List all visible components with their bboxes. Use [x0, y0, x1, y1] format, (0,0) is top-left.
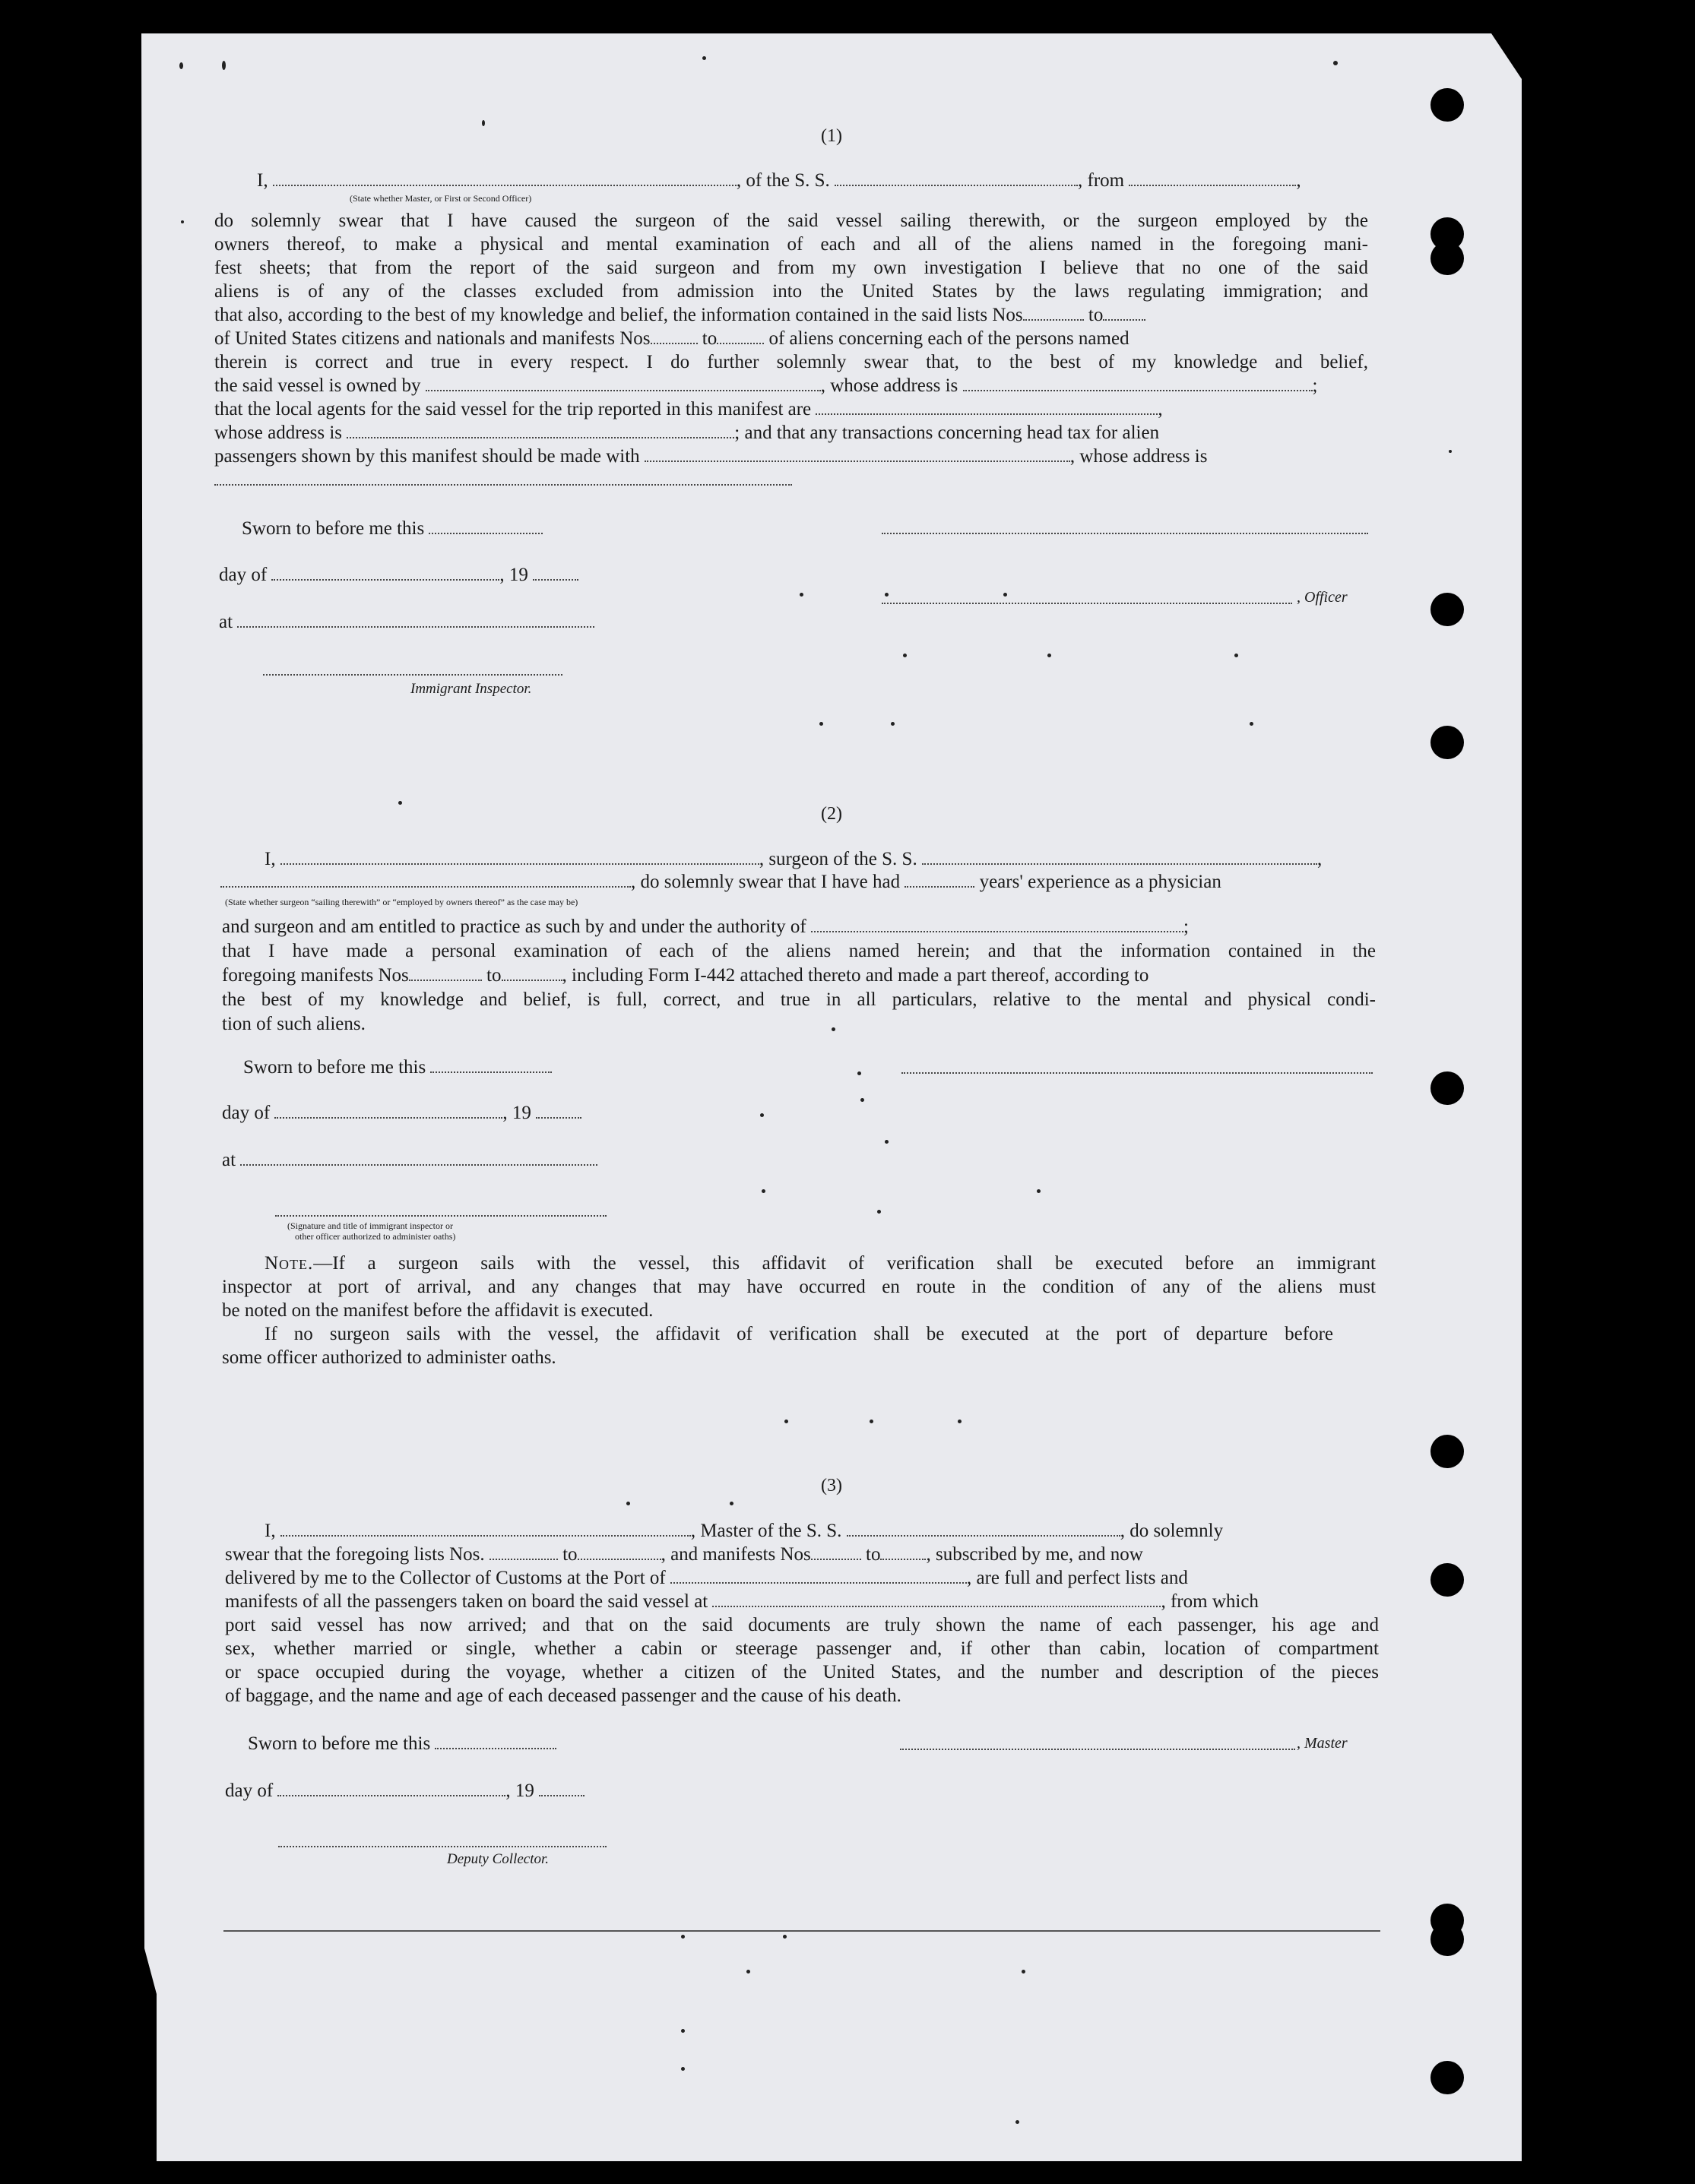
scan-speck — [179, 62, 183, 69]
signature-note-line-2: other officer authorized to administer oaths) — [295, 1231, 456, 1242]
whose-address-label: , whose address is — [820, 375, 958, 396]
body-line: the said vessel is owned by , whose address is ; — [214, 375, 1318, 396]
punch-hole — [1430, 2061, 1464, 2094]
body-line — [214, 329, 1368, 348]
section-1-body — [214, 211, 1368, 489]
to-label: to — [562, 1544, 578, 1565]
agents-address-field[interactable] — [347, 423, 734, 438]
master-name-field[interactable] — [280, 1521, 691, 1537]
scan-speck — [626, 1502, 630, 1505]
body-line: therein is correct and true in every respect. I do further solemnly swear that, to the best of my knowledge and belief, — [214, 352, 1368, 372]
body-line: and surgeon and am entitled to practice as such by and under the authority of ; — [222, 916, 1189, 937]
list-no-from-field[interactable] — [489, 1545, 558, 1560]
years-experience-text: years' experience as a physician — [979, 872, 1221, 892]
punch-hole — [1430, 1435, 1464, 1468]
delivered-text: delivered by me to the Collector of Customs at the Port of — [225, 1568, 666, 1588]
note-paragraph — [222, 1254, 1376, 1367]
scan-speck — [885, 1140, 889, 1144]
scan-speck — [877, 1210, 881, 1214]
owner-field[interactable] — [426, 376, 821, 391]
day-of-line — [225, 1781, 585, 1800]
surgeon-of-label: , surgeon of the S. S. — [759, 849, 917, 869]
word-I: I, — [257, 170, 268, 191]
manifests-nos-text: of United States citizens and nationals and manifests Nos — [214, 328, 651, 349]
scan-speck — [1250, 722, 1253, 726]
note-line: inspector at port of arrival, and any changes that may have occurred en route in the condition of any of the aliens must — [222, 1277, 1376, 1297]
year-label: , 19 — [502, 1103, 531, 1123]
day-of-field[interactable] — [277, 1781, 505, 1796]
sworn-date-field[interactable] — [430, 1058, 552, 1073]
authority-field[interactable] — [811, 917, 1183, 932]
scan-speck — [730, 1502, 733, 1505]
at-label: at — [222, 1150, 236, 1170]
body-line: aliens is of any of the classes excluded from admission into the United States by the laws regulating immigration; and — [214, 281, 1368, 302]
rank-field-note: (State whether Master, or First or Second Officer) — [350, 193, 532, 204]
body-line — [225, 1592, 1379, 1611]
section-2-header: (2) — [821, 804, 842, 824]
scan-speck — [482, 120, 485, 126]
signature-note-line-1: (Signature and title of immigrant inspector or — [287, 1220, 453, 1231]
sworn-line — [248, 1734, 556, 1753]
scan-speck — [222, 61, 226, 70]
owned-by-label: the said vessel is owned by — [214, 375, 421, 396]
body-line: owners thereof, to make a physical and mental examination of each and all of the aliens named in the foregoing mani- — [214, 234, 1368, 255]
bottom-rule — [223, 1930, 1380, 1932]
rank-field[interactable] — [273, 171, 737, 186]
from-port-field[interactable] — [1129, 171, 1296, 186]
body-line — [214, 423, 1368, 442]
at-line — [222, 1151, 597, 1170]
form-i442-text: , including Form I-442 attached thereto and made a part thereof, according to — [562, 965, 1149, 986]
officer-name-line[interactable] — [882, 602, 1292, 604]
to-label: to — [1088, 305, 1104, 325]
section-1-opening-line: I, , of the S. S. , from , — [257, 170, 1301, 191]
scan-speck — [860, 1098, 864, 1102]
body-line: or space occupied during the voyage, whether a citizen of the United States, and the number and description of the pieces — [225, 1662, 1379, 1682]
surgeon-signature-line[interactable] — [901, 1071, 1373, 1074]
scan-speck — [681, 2067, 685, 2071]
scan-speck — [702, 56, 706, 60]
note-line — [222, 1254, 1376, 1273]
scan-speck — [891, 722, 895, 726]
body-line — [225, 1568, 1379, 1587]
aliens-concerning-text: of aliens concerning each of the persons named — [768, 328, 1129, 349]
manifests-nos-text: foregoing manifests Nos — [222, 965, 409, 986]
from-label: , from — [1078, 170, 1125, 191]
at-label: at — [219, 612, 233, 632]
manifest-no-to-field[interactable] — [717, 329, 764, 344]
at-line — [219, 612, 594, 631]
list-no-to-field[interactable] — [1103, 305, 1145, 321]
sworn-date-field[interactable] — [435, 1734, 556, 1749]
administering-officer-signature-line[interactable] — [275, 1214, 607, 1217]
scan-speck — [784, 1420, 788, 1423]
surgeon-status-note: (State whether surgeon “sailing therewith” or “employed by owners thereof” as the case may be) — [225, 897, 578, 907]
sworn-label: Sworn to before me this — [242, 518, 425, 539]
section-2-opening-line: I, , surgeon of the S. S. , — [265, 849, 1323, 869]
section-3-body — [225, 1521, 1379, 1705]
at-place-field[interactable] — [240, 1151, 597, 1166]
scan-speck — [1449, 450, 1452, 453]
punch-hole — [1430, 88, 1464, 122]
scan-speck — [398, 801, 402, 805]
body-line — [222, 966, 1376, 985]
section-2-body — [222, 917, 1376, 1033]
day-of-label: day of — [219, 565, 268, 585]
year-label: , 19 — [499, 565, 528, 585]
note-label: Note. — [265, 1253, 314, 1274]
port-of-customs-field[interactable] — [670, 1568, 967, 1584]
punch-hole — [1430, 1923, 1464, 1956]
scan-speck — [760, 1113, 764, 1117]
manifest-no-from-field[interactable] — [409, 966, 482, 981]
scan-speck — [783, 1935, 787, 1939]
scan-speck — [857, 1071, 861, 1075]
section-2-second-line — [220, 872, 1221, 891]
list-no-to-field[interactable] — [578, 1545, 661, 1560]
master-of-label: , Master of the S. S. — [690, 1521, 842, 1541]
body-line: fest sheets; that from the report of the said surgeon and from my own investigation I believe that no one of the said — [214, 258, 1368, 278]
scan-speck — [800, 593, 803, 597]
year-label: , 19 — [505, 1780, 534, 1801]
day-of-field[interactable] — [271, 565, 499, 581]
day-of-line — [219, 565, 578, 584]
surgeon-name-field[interactable] — [280, 850, 759, 865]
body-line: the best of my knowledge and belief, is full, correct, and true in all particulars, relative to the mental and physical condi- — [222, 989, 1376, 1010]
day-of-field[interactable] — [274, 1103, 502, 1119]
master-signature-line[interactable] — [900, 1748, 1295, 1750]
officer-signature-line[interactable] — [882, 532, 1368, 534]
scan-speck — [762, 1189, 765, 1193]
vessel-name-field[interactable] — [835, 171, 1078, 186]
scan-speck — [832, 1027, 835, 1031]
word-I: I, — [265, 849, 276, 869]
manifests-nos-text: , and manifests Nos — [661, 1544, 811, 1565]
body-line: do solemnly swear that I have caused the surgeon of the said vessel sailing therewith, or the surgeon employed by the — [214, 210, 1368, 231]
are-full-text: , are full and perfect lists and — [967, 1568, 1188, 1588]
body-line: that I have made a personal examination of each of the aliens named herein; and that the information contained in the — [222, 941, 1376, 961]
year-field[interactable] — [536, 1103, 581, 1119]
scan-speck — [1037, 1189, 1041, 1193]
note-text: —If a surgeon sails with the vessel, this affidavit of verification shall be executed before an immigrant — [313, 1253, 1376, 1274]
body-line — [214, 305, 1368, 324]
body-line — [214, 447, 1368, 466]
vessel-name-field[interactable] — [922, 850, 1317, 865]
body-line — [225, 1545, 1379, 1564]
year-field[interactable] — [539, 1781, 585, 1796]
punch-hole — [1430, 1071, 1464, 1105]
sworn-line — [243, 1058, 552, 1077]
day-of-label: day of — [222, 1103, 271, 1123]
deputy-collector-label: Deputy Collector. — [447, 1851, 550, 1867]
scan-speck — [903, 654, 907, 657]
do-solemnly-text: , do solemnly — [1120, 1521, 1224, 1541]
local-agents-field[interactable] — [816, 400, 1158, 415]
manifest-no-to-field[interactable] — [502, 966, 562, 981]
body-line: port said vessel has now arrived; and that on the said documents are truly shown the name of each passenger, his age and — [225, 1615, 1379, 1635]
sworn-label: Sworn to before me this — [248, 1733, 431, 1754]
solemnly-swear-text: , do solemnly swear that I have had — [631, 872, 901, 892]
whose-address-label: whose address is — [214, 423, 343, 443]
section-1-header: (1) — [821, 126, 842, 146]
lists-nos-text: swear that the foregoing lists Nos. — [225, 1544, 485, 1565]
to-label: to — [486, 965, 502, 986]
manifest-no-from-field[interactable] — [811, 1545, 861, 1560]
years-experience-field[interactable] — [905, 872, 974, 888]
passengers-text: passengers shown by this manifest should be made with — [214, 446, 640, 467]
officer-label: , Officer — [1297, 589, 1348, 606]
scan-speck — [1333, 61, 1338, 65]
day-of-line — [222, 1103, 581, 1122]
scan-speck — [746, 1970, 750, 1974]
to-label: to — [866, 1544, 881, 1565]
deputy-collector-signature-line[interactable] — [278, 1845, 607, 1847]
section-3-header: (3) — [821, 1476, 842, 1496]
head-tax-address-field[interactable] — [214, 470, 792, 486]
manifest-no-from-field[interactable] — [651, 329, 698, 344]
punch-hole — [1430, 242, 1464, 275]
immigrant-inspector-label: Immigrant Inspector. — [410, 681, 532, 697]
list-no-from-field[interactable] — [1023, 305, 1084, 321]
scan-speck — [1234, 654, 1238, 657]
head-tax-contact-field[interactable] — [645, 447, 1070, 462]
manifests-all-text: manifests of all the passengers taken on board the said vessel at — [225, 1591, 708, 1612]
subscribed-text: , subscribed by me, and now — [926, 1544, 1143, 1565]
body-line: sex, whether married or single, whether a cabin or steerage passenger and, if other than cabin, location of compartment — [225, 1638, 1379, 1659]
scan-speck — [1022, 1970, 1025, 1974]
year-field[interactable] — [533, 565, 578, 581]
scan-speck — [870, 1420, 873, 1423]
body-line — [225, 1521, 1418, 1540]
to-label: to — [702, 328, 718, 349]
scan-speck — [1015, 2120, 1019, 2124]
scan-speck — [885, 593, 889, 597]
body-line: that the local agents for the said vessel for the trip reported in this manifest are , — [214, 399, 1163, 419]
punch-hole — [1430, 593, 1464, 626]
whose-address-label: , whose address is — [1069, 446, 1208, 467]
note-line: be noted on the manifest before the affidavit is executed. — [222, 1300, 654, 1321]
inspector-signature-line[interactable] — [263, 673, 562, 676]
sworn-label: Sworn to before me this — [243, 1057, 426, 1078]
punch-hole — [1430, 726, 1464, 759]
scan-speck — [1003, 593, 1007, 597]
manifest-no-to-field[interactable] — [880, 1545, 926, 1560]
master-label: , Master — [1297, 1735, 1348, 1752]
surgeon-status-field[interactable] — [220, 872, 631, 888]
authority-text: and surgeon and am entitled to practice as such by and under the authority of — [222, 916, 806, 937]
scan-speck — [1047, 654, 1051, 657]
scan-speck — [681, 2029, 685, 2033]
word-I: I, — [265, 1521, 276, 1541]
no-surgeon-line: If no surgeon sails with the vessel, the affidavit of verification shall be executed at the port of departure before — [265, 1324, 1333, 1344]
scan-speck — [819, 722, 823, 726]
scan-speck — [181, 220, 184, 223]
scan-speck — [681, 1935, 685, 1939]
embarkation-port-field[interactable] — [712, 1592, 1161, 1607]
sworn-date-field[interactable] — [429, 519, 543, 534]
lists-nos-text: that also, according to the best of my knowledge and belief, the information contained in the said lists Nos — [214, 305, 1023, 325]
at-place-field[interactable] — [237, 612, 594, 628]
local-agents-label: that the local agents for the said vessel for the trip reported in this manifest are — [214, 399, 812, 419]
body-line: of baggage, and the name and age of each deceased passenger and the cause of his death. — [225, 1685, 901, 1706]
body-line — [214, 470, 1368, 489]
owner-address-field[interactable] — [963, 376, 1313, 391]
of-the-ss-label: , of the S. S. — [736, 170, 830, 191]
no-surgeon-line: some officer authorized to administer oaths. — [222, 1347, 556, 1368]
scan-speck — [958, 1420, 962, 1423]
head-tax-text: ; and that any transactions concerning head tax for alien — [734, 423, 1160, 443]
sworn-line — [242, 519, 543, 538]
vessel-name-field[interactable] — [847, 1521, 1120, 1537]
body-line: tion of such aliens. — [222, 1014, 366, 1034]
punch-hole — [1430, 1563, 1464, 1597]
from-which-text: , from which — [1161, 1591, 1259, 1612]
day-of-label: day of — [225, 1780, 274, 1801]
